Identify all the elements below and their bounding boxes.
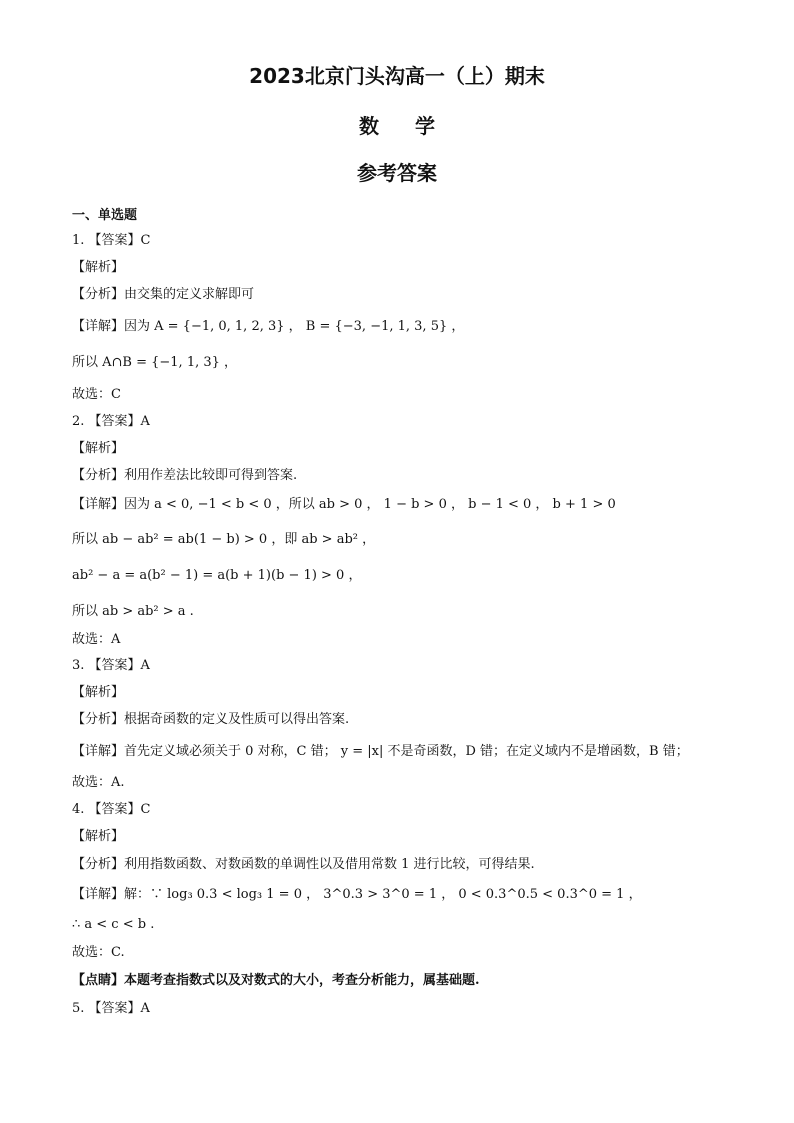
choice-line: 故选：C.: [72, 945, 125, 960]
answer-line: 4. 【答案】C: [72, 802, 151, 817]
detail-line: 【详解】首先定义域必须关于 0 对称，C 错； y = |x| 不是奇函数，D 错；在定义域内不是增函数，B 错；: [72, 744, 689, 759]
analysis-label: 【解析】: [72, 829, 125, 844]
detail-line: 所以 ab − ab² = ab(1 − b) > 0 ，即 ab > ab² ，: [72, 532, 376, 547]
document-title: 2023北京门头沟高一（上）期末: [249, 64, 545, 88]
analysis-line: 【分析】由交集的定义求解即可: [72, 287, 255, 302]
answer-line: 5. 【答案】A: [72, 1001, 150, 1016]
detail-line: ab² − a = a(b² − 1) = a(b + 1)(b − 1) > 0 ，: [72, 568, 362, 583]
choice-line: 故选：C: [72, 387, 121, 402]
detail-line: 所以 ab > ab² > a .: [72, 604, 194, 619]
analysis-line: 【分析】根据奇函数的定义及性质可以得出答案.: [72, 712, 350, 727]
detail-line: 【详解】因为 A = {−1, 0, 1, 2, 3} ， B = {−3, −1, 1, 3, 5} ，: [72, 319, 465, 334]
answer-key-title: 参考答案: [357, 161, 437, 185]
detail-line: 【详解】因为 a < 0, −1 < b < 0 ，所以 ab > 0 ， 1 − b > 0 ， b − 1 < 0 ， b + 1 > 0: [72, 497, 616, 512]
detail-line: ∴ a < c < b .: [72, 917, 155, 932]
choice-line: 故选：A: [72, 632, 121, 647]
answer-line: 3. 【答案】A: [72, 658, 150, 673]
answer-line: 2. 【答案】A: [72, 414, 150, 429]
comment-line: 【点睛】本题考查指数式以及对数式的大小，考查分析能力，属基础题.: [72, 973, 480, 988]
analysis-line: 【分析】利用作差法比较即可得到答案.: [72, 468, 298, 483]
analysis-label: 【解析】: [72, 441, 125, 456]
answer-line: 1. 【答案】C: [72, 233, 151, 248]
subject-title: 数学: [359, 114, 471, 138]
analysis-label: 【解析】: [72, 685, 125, 700]
analysis-line: 【分析】利用指数函数、对数函数的单调性以及借用常数 1 进行比较，可得结果.: [72, 857, 535, 872]
detail-line: 【详解】解：∵ log₃ 0.3 < log₃ 1 = 0 ， 3^0.3 > 3^0 = 1 ， 0 < 0.3^0.5 < 0.3^0 = 1 ，: [72, 887, 642, 902]
choice-line: 故选：A.: [72, 775, 125, 790]
analysis-label: 【解析】: [72, 260, 125, 275]
detail-line: 所以 A∩B = {−1, 1, 3} ，: [72, 355, 238, 370]
section-heading: 一、单选题: [72, 208, 138, 223]
